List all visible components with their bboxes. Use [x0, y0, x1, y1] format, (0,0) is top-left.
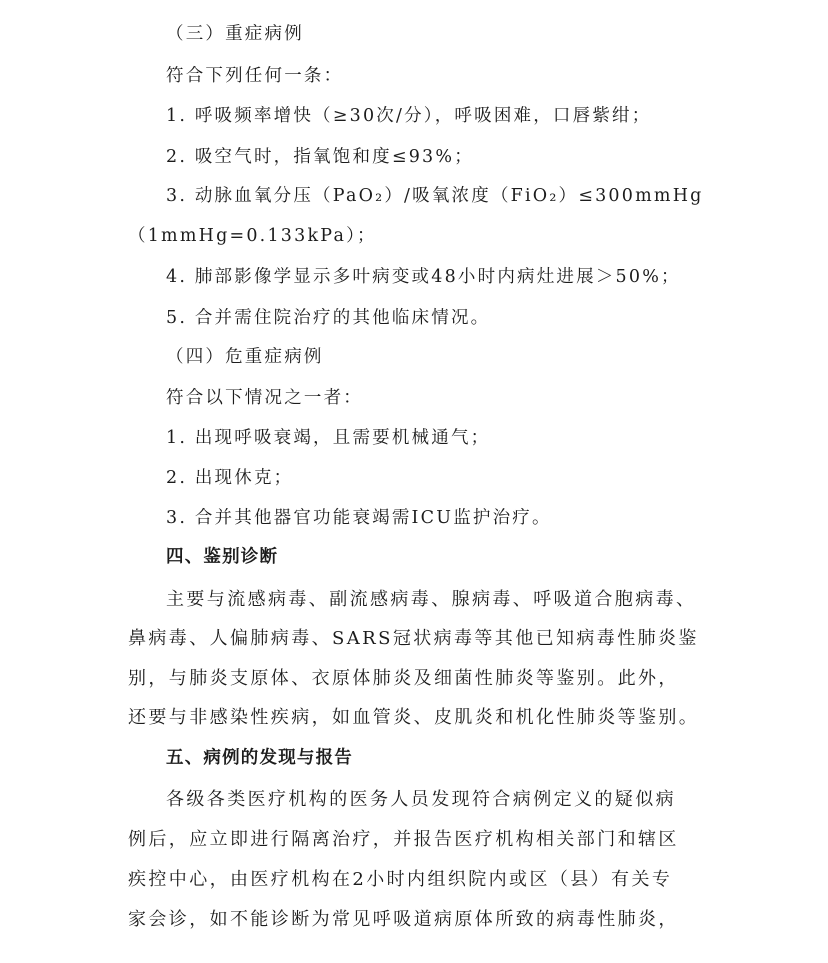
reporting-heading: 五、病例的发现与报告	[166, 748, 353, 768]
severe-item-5: 5. 合并需住院治疗的其他临床情况。	[166, 308, 491, 328]
critical-case-intro: 符合以下情况之一者：	[166, 388, 363, 408]
reporting-line-2: 例后，应立即进行隔离治疗，并报告医疗机构相关部门和辖区	[128, 829, 679, 850]
reporting-line-4: 家会诊，如不能诊断为常见呼吸道病原体所致的病毒性肺炎，	[128, 909, 679, 930]
critical-case-title: （四）危重症病例	[166, 347, 324, 367]
reporting-line-3: 疾控中心，由医疗机构在2小时内组织院内或区（县）有关专	[128, 869, 673, 890]
reporting-line-1: 各级各类医疗机构的医务人员发现符合病例定义的疑似病	[166, 789, 676, 810]
differential-line-3: 别，与肺炎支原体、衣原体肺炎及细菌性肺炎等鉴别。此外，	[128, 668, 679, 689]
differential-line-1: 主要与流感病毒、副流感病毒、腺病毒、呼吸道合胞病毒、	[166, 589, 697, 610]
critical-item-1: 1. 出现呼吸衰竭，且需要机械通气；	[166, 428, 491, 448]
critical-item-2: 2. 出现休克；	[166, 468, 294, 488]
severe-item-4: 4. 肺部影像学显示多叶病变或48小时内病灶进展＞50%；	[166, 267, 681, 287]
severe-case-intro: 符合下列任何一条：	[166, 66, 344, 86]
critical-item-3: 3. 合并其他器官功能衰竭需ICU监护治疗。	[166, 508, 552, 528]
severe-item-1: 1. 呼吸频率增快（≥30次/分），呼吸困难，口唇紫绀；	[166, 106, 652, 126]
differential-line-4: 还要与非感染性疾病，如血管炎、皮肌炎和机化性肺炎等鉴别。	[128, 707, 700, 728]
differential-line-2: 鼻病毒、人偏肺病毒、SARS冠状病毒等其他已知病毒性肺炎鉴	[128, 628, 699, 649]
severe-item-2: 2. 吸空气时，指氧饱和度≤93%；	[166, 147, 474, 167]
severe-item-3-continued: （1mmHg=0.133kPa）；	[128, 226, 377, 246]
severe-item-3: 3. 动脉血氧分压（PaO₂）/吸氧浓度（FiO₂）≤300mmHg	[166, 186, 704, 206]
differential-diagnosis-heading: 四、鉴别诊断	[166, 547, 279, 567]
severe-case-title: （三）重症病例	[166, 24, 304, 44]
